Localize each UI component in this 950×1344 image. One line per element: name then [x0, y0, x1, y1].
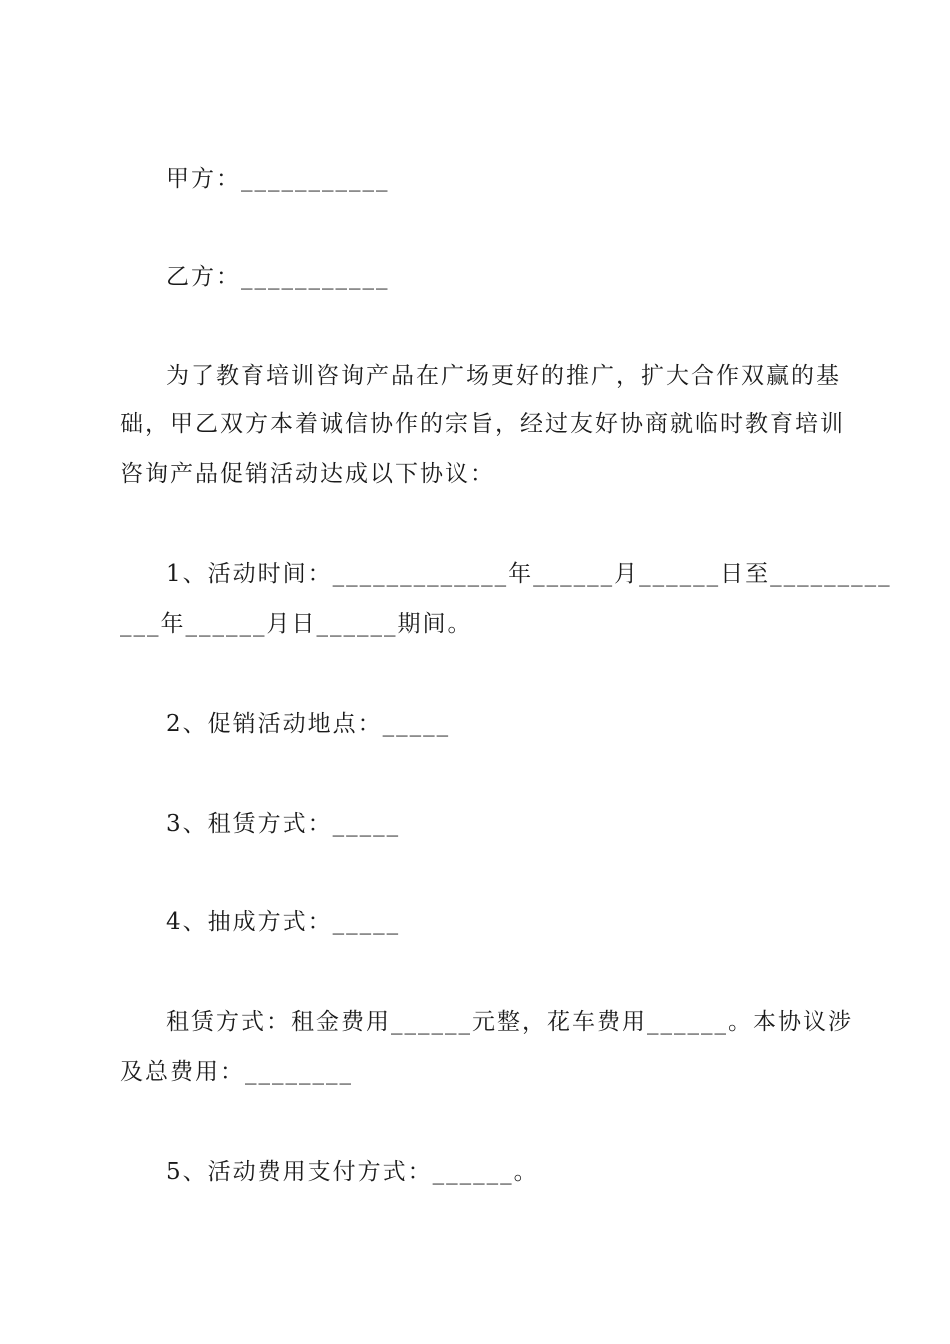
item-4: 4、抽成方式：_____	[166, 909, 401, 935]
item-1-line-1: 1、活动时间：_____________年______月______日至_________	[166, 561, 892, 587]
intro-paragraph-line-2: 础，甲乙双方本着诚信协作的宗旨，经过友好协商就临时教育培训	[120, 411, 845, 437]
intro-paragraph-line-1: 为了教育培训咨询产品在广场更好的推广，扩大合作双赢的基	[166, 363, 841, 389]
item-3: 3、租赁方式：_____	[166, 811, 401, 837]
party-a-line: 甲方：___________	[166, 166, 390, 192]
intro-paragraph-line-3: 咨询产品促销活动达成以下协议：	[120, 461, 495, 487]
item-1-line-2: ___年______月日______期间。	[120, 611, 473, 637]
party-b-line: 乙方：___________	[166, 264, 390, 290]
item-5: 5、活动费用支付方式：______。	[166, 1159, 539, 1185]
lease-paragraph-line-1: 租赁方式：租金费用______元整，花车费用______。本协议涉	[166, 1009, 853, 1035]
lease-paragraph-line-2: 及总费用：________	[120, 1059, 353, 1085]
item-2: 2、促销活动地点：_____	[166, 711, 451, 737]
